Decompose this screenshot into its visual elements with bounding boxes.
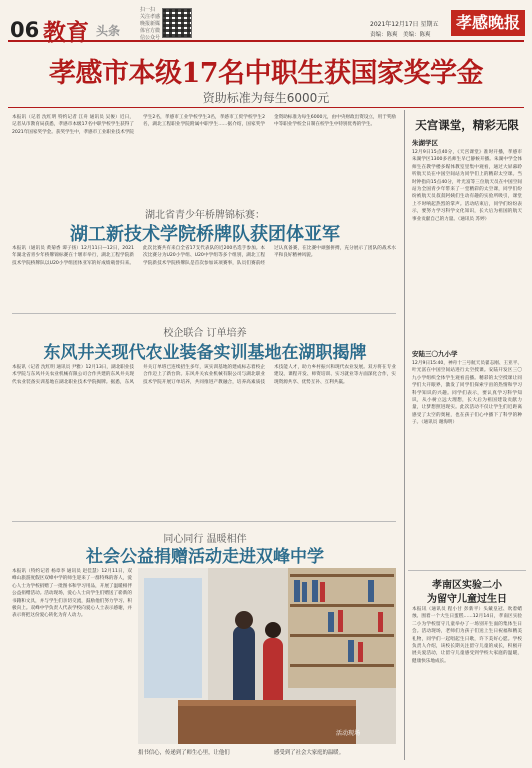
event-photo [138,568,396,744]
story3-kicker: 校企联合 订单培养 [163,328,247,339]
photo-caption-right: 感受到了社会大家庭的温暖。 [274,750,345,756]
qr-caption: 扫一扫 关注孝感 晚报新媒 体官方微 信公众号 [140,7,161,41]
sidebar-story-body: 本报讯（通讯员 程小甘 彭新平）头戴皇冠、吹着蜡烛、围着一个大生日蛋糕……12月14日，孝南区实验二小为学校留守儿童举办了一场别开生面的集体生日会。活动现场，老师们为孩子们送上生日祝福和精美礼物，同学们一起唱起生日歌，许下美好心愿。学校负责人介绍，该校长期关注留守儿童的成长，积极开展关爱活动，让留守儿童感受到学校大家庭的温暖，健康快乐地成长。 [412,607,522,664]
story-divider [12,521,396,522]
sidebar-story-headline: 孝南区实验二小 [432,580,502,591]
sidebar-story-headline-2: 为留守儿童过生日 [427,594,507,605]
lead-body: 本报讯（记者 沈红明 特约记者 江舟 通讯员 吴俊）近日，记者从市教育局获悉，孝感市本级17名中职学校学生获得了2021年国家奖学金。获奖学生中，孝感市工业职业技术学院学生2名，孝感市工业学校学生3名，孝感市工贸学校学生2名，湖北工程职业学院附属中职学生……据介绍，国家奖学金资助标准为每生6000元，由中央财政出资设立，用于奖励中等职业学校全日制在校学生中特别优秀的学生。 [12,115,396,135]
sidebar-divider [408,570,526,571]
qr-code-icon [162,8,192,38]
lead-headline: 孝感市本级17名中职生获国家奖学金 [48,58,484,89]
story3-headline: 东风井关现代农业装备实训基地在湖职揭牌 [43,343,367,363]
editors-line: 责编：陈爽 美编：陈爽 [370,32,431,38]
photo-caption-left: 捐书信心，传递到了师生心里，让他们 [138,750,230,756]
lead-rule [8,107,524,108]
page-number: 06 [10,18,40,42]
sidebar-section1-head: 朱湖学区 [412,139,438,147]
sidebar-section2-body: 12月9日15:40，神舟十三号航天员翟志刚、王亚平、叶光富在中国空间站进行太空授课。安陆开发区三〇九小学组织全体学生观看直播。精彩的太空授课让同学们大开眼界，激发了同学们探索宇宙的热情和学习科学知识的兴趣。同学们表示，要认真学习科学知识，从小树立远大理想，长大后为祖国建设贡献力量，让梦想照进现实。此次活动不仅让学生们近距离感受了太空的奥秘，也在孩子们心中播下了科学的种子。（通讯员 谢海明） [412,361,522,426]
story2-body: 本报讯（通讯员 黄菊香 谭子扬）12月11日—12日，2021年湖北省青少年桥牌锦标赛在十堰市举行，湖北工程学院新技术学院桥牌队以U20小学组团体亚军的好成绩载誉归来。此次比赛共有来自全省17支代表队的近200名选手参加。本次比赛分为U20小学组、U20中学组等多个组别，湖北工程学院新技术学院桥牌队是首次参加该项赛事，队员们赛前经过认真备赛，在比赛中顽强拼搏，充分展示了团队的战术水平和良好精神风貌。 [12,246,396,266]
story2-headline: 湖工新技术学院桥牌队获团体亚军 [70,224,340,245]
section-sub: 头条 [96,24,121,38]
story3-body: 本报讯（记者 沈红明 通讯员 尹雅）12月13日，湖北职业技术学院与东风井关农业机械有限公司合作共建的东风井关现代农业装备实训基地在湖北职业技术学院揭牌。据悉，东风井关订单班已连续招生多年，该实训基地的建成标志着校企合作迈上了新台阶。东风井关农业机械有限公司与湖北职业技术学院开展订单培养，共同推进产教融合，培养高素质技术技能人才，助力乡村振兴和现代农业发展。双方将在专业建设、课程开发、师资培训、实习就业等方面深化合作，实现资源共享、优势互补、互利共赢。 [12,365,396,385]
masthead-rule [8,40,524,42]
event-photo-illustration [138,568,396,744]
photo-label: 活动现场 [336,730,361,737]
story-divider [12,313,396,314]
column-divider [404,110,405,760]
sidebar-section1-body: 12月9日15点40分，《天宫课堂》准时开播，孝感市朱湖学区1300多名师生早已静候开播。朱湖中学全体师生在教学楼多媒体教室里集中观看，通过大屏幕聆听航天员在中国空间站为同学们上的精彩太空课。当时钟指向15点40分，叶光富等三位航天员在中国空间站为全国青少年带来了一堂精彩的太空课，同学们纷纷被航天员叔叔阿姨们生动有趣的实验所吸引，课堂上不时响起热烈的掌声。活动结束后，同学们纷纷表示，要努力学习科学文化知识，长大后为祖国的航天事业贡献自己的力量。（通讯员 苏婷） [412,150,522,222]
sidebar-headline: 天宫课堂，精彩无限 [415,118,519,132]
lead-subheadline: 资助标准为每生6000元 [202,91,330,105]
section-name: 教育 [43,20,89,46]
sidebar-section2-head: 安陆三〇九小学 [412,350,458,358]
story2-kicker: 湖北省青少年桥牌锦标赛： [145,210,265,221]
story4-kicker: 同心同行 温暖相伴 [163,534,247,545]
issue-date: 2021年12月17日 星期五 [370,21,439,28]
story4-body: 本报讯（特约记者 杨章李 通讯员 赵佳慧）12月11日，双峰山旅游度假区双峰中学的师生迎来了一群特殊的客人，爱心人士为学校捐赠了一批图书和学习用品，开展了温暖相伴公益捐赠活动。活动现场，爱心人士向学生们赠送了崭新的书籍和文具，并与学生们亲切交流，鼓励他们努力学习、积极向上。双峰中学负责人代表学校向爱心人士表示感谢，并表示将把这份爱心转化为育人动力。 [12,569,132,619]
newspaper-logo: 孝感晚报 [451,10,525,36]
story4-headline: 社会公益捐赠活动走进双峰中学 [86,547,324,567]
